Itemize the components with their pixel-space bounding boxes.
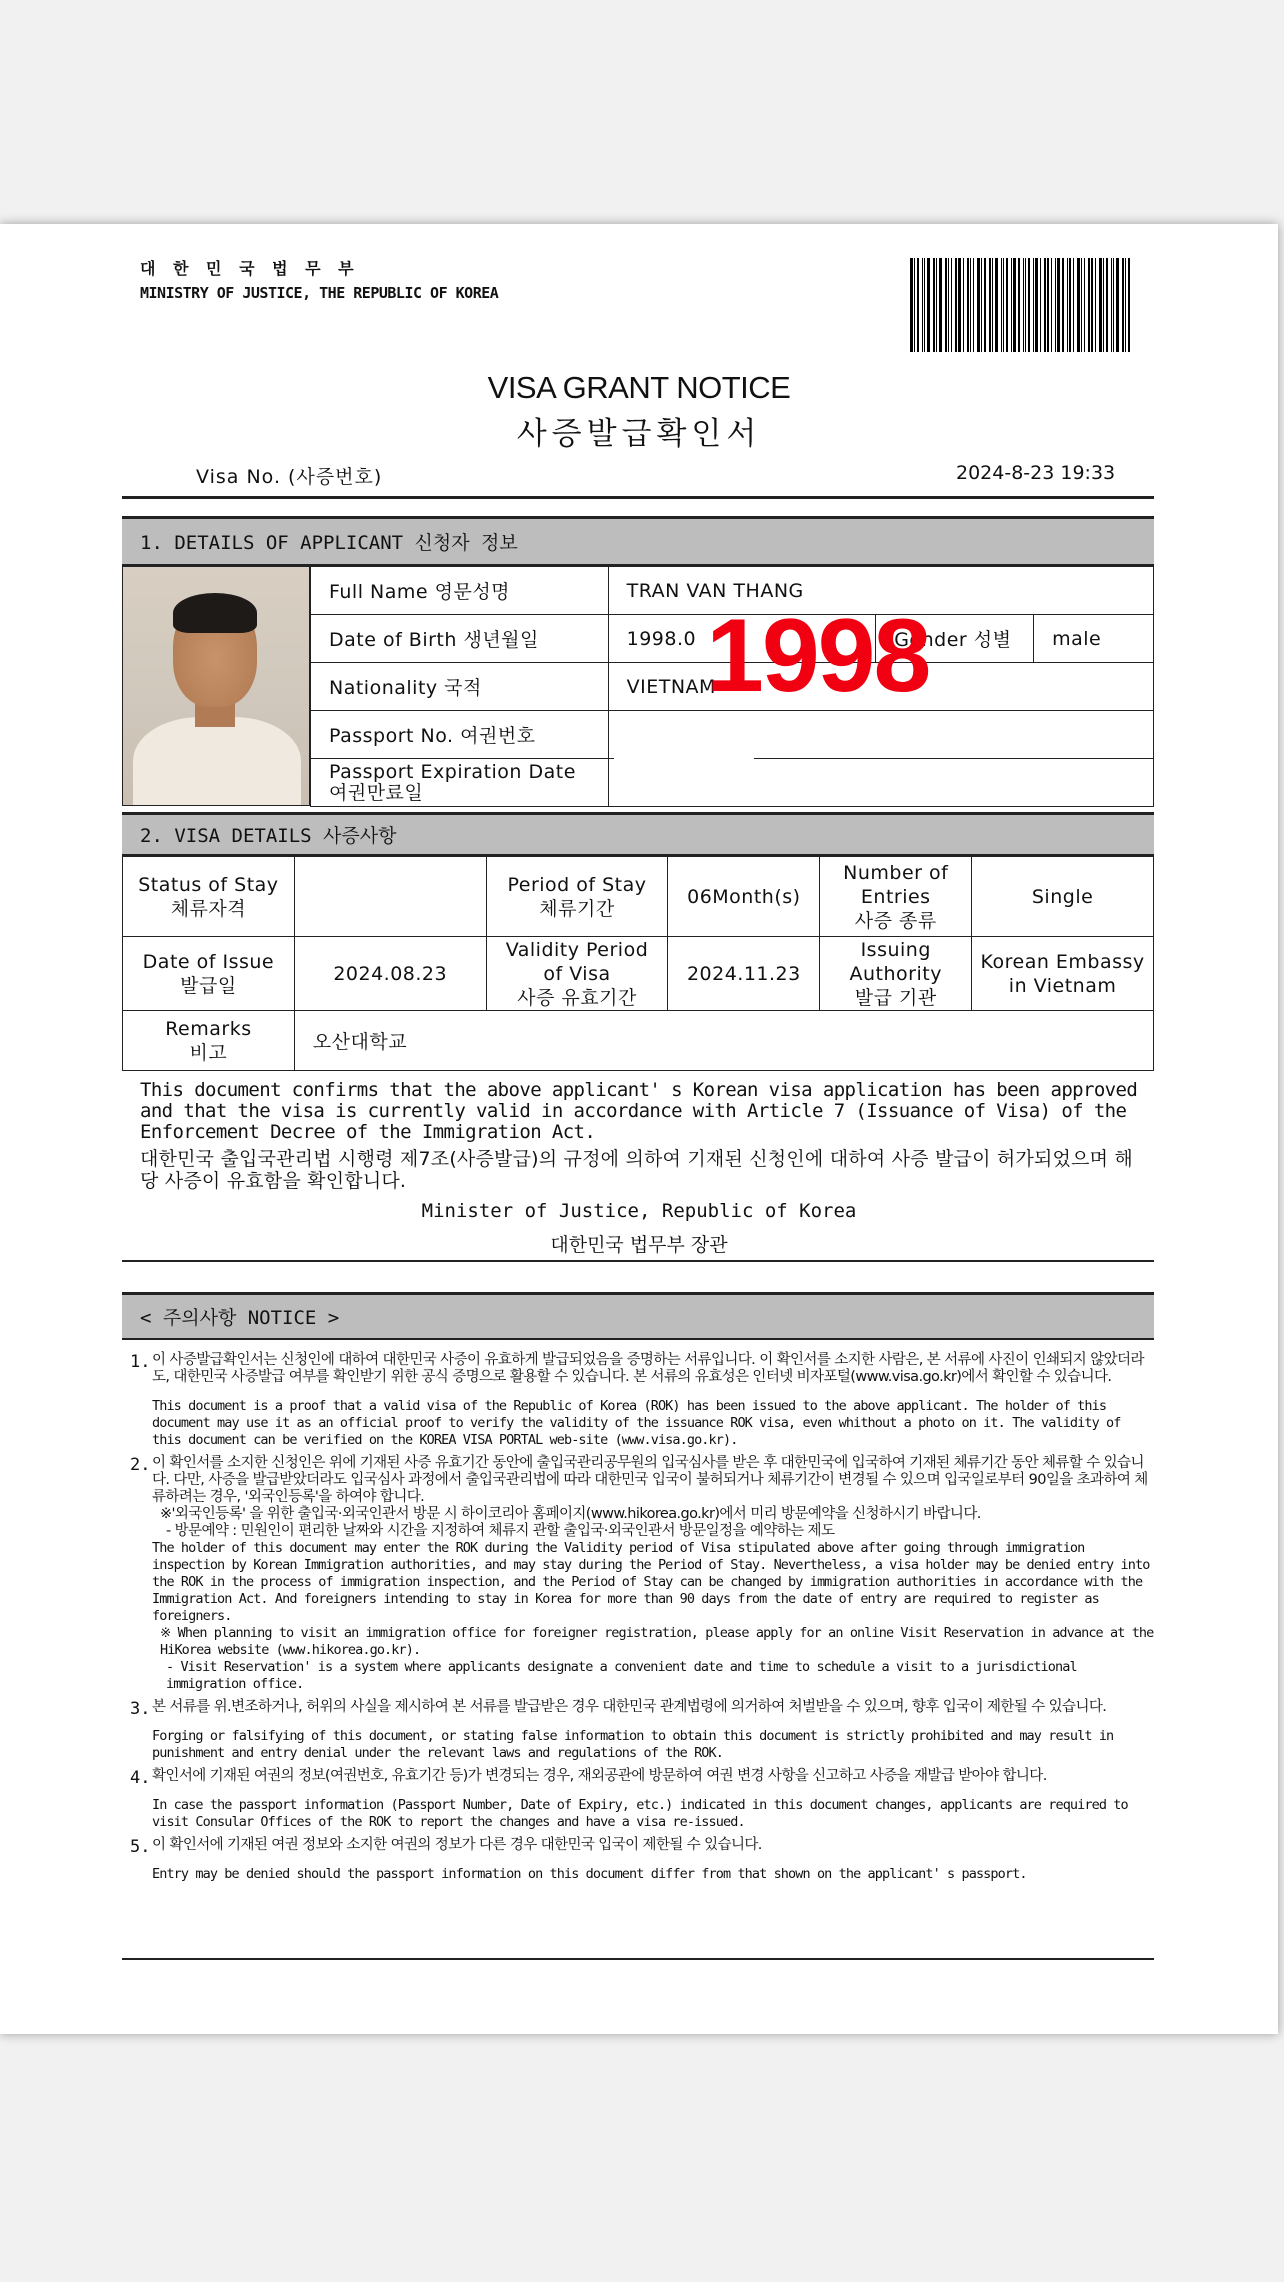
notice-text-ko: 이 사증발급확인서는 신청인에 대하여 대한민국 사증이 유효하게 발급되었음을 증명하는 서류입니다. 이 확인서를 소지한 사람은, 본 서류에 사진이 인쇄되지 않았더라도, 대한민국 사증발급 여부를 확인받기 위한 공식 증명으로 활용할 수 있습니다. 본 서류의 유효성은 인터넷 비자포털(www.visa.go.kr)에서 확인할 수 있습니다. xyxy=(152,1352,1144,1385)
full-name-label: Full Name 영문성명 xyxy=(311,567,609,615)
issued-datetime: 2024-8-23 19:33 xyxy=(956,462,1116,484)
document-title-en: VISA GRANT NOTICE xyxy=(487,370,791,405)
nationality-value: VIETNAM xyxy=(608,663,1153,711)
barcode-image xyxy=(910,258,1150,352)
applicant-photo xyxy=(122,566,310,806)
dob-label: Date of Birth 생년월일 xyxy=(311,615,609,663)
divider xyxy=(122,1260,1154,1262)
passport-exp-label-en: Passport Expiration Date xyxy=(329,760,576,783)
notice-number: 4. xyxy=(130,1768,151,1788)
notice-text-en: This document is a proof that a valid visa of the Republic of Korea (ROK) has been issued to the above applicant. The holder of this document may use it as an official proof to verify the validity of the issuance ROK visa, even whithout a photo on it. The validity of this document can be verified on the KOREA VISA PORTAL web-site (www.visa.go.kr). xyxy=(152,1398,1121,1448)
notice-text-ko: 이 확인서에 기재된 여권 정보와 소지한 여권의 정보가 다른 경우 대한민국 입국이 제한될 수 있습니다. xyxy=(152,1837,762,1853)
period-of-stay-value: 06Month(s) xyxy=(668,857,820,937)
authority-value: Korean Embassy in Vietnam xyxy=(972,937,1154,1011)
divider xyxy=(122,496,1154,499)
status-of-stay-label: Status of Stay 체류자격 xyxy=(123,857,295,937)
confirmation-text-en: This document confirms that the above applicant' s Korean visa application has been approved and that the visa is currently valid in accordance with Article 7 (Issuance of Visa) of the Enforcement Decree of the Immigration Act. xyxy=(140,1079,1138,1143)
divider xyxy=(122,1958,1154,1960)
notice-text-ko: 이 확인서를 소지한 신청인은 위에 기재된 사증 유효기간 동안에 출입국관리공무원의 입국심사를 받은 후 대한민국에 입국하여 기재된 체류기간 동안 체류할 수 있습니다. 다만, 사증을 발급받았더라도 입국심사 과정에서 출입국관리법에 따라 대한민국 입국이 불허되거나 체류기간이 변경될 수 있으며 입국일로부터 90일을 초과하여 체류하려는 경우, '외국인등록'을 하여야 합니다. xyxy=(152,1455,1148,1505)
section-notice-title: < 주의사항 NOTICE > xyxy=(122,1292,1154,1340)
passport-no-label: Passport No. 여권번호 xyxy=(311,711,609,759)
notice-item xyxy=(122,1352,1154,1449)
notice-text-ko: 본 서류를 위.변조하거나, 허위의 사실을 제시하여 본 서류를 발급받은 경우 대한민국 관계법령에 의거하여 처벌받을 수 있으며, 향후 입국이 제한될 수 있습니다. xyxy=(152,1699,1107,1715)
notice-subnote-ko: - 방문예약 : 민원인이 편리한 날짜와 시간을 지정하여 체류지 관할 출입국·외국인관서 방문일정을 예약하는 제도 xyxy=(166,1523,835,1539)
validity-label: Validity Period of Visa 사증 유효기간 xyxy=(486,937,668,1011)
visa-number-label: Visa No. (사증번호) xyxy=(196,466,383,488)
notice-text-en: The holder of this document may enter the ROK during the Validity period of Visa stipulated above after going through immigration inspection by Korean Immigration authorities, and may stay during the Period of Stay. Nevertheless, a visa holder may be denied entry into the ROK in the process of immigration inspection, and the Period of Stay can be changed by immigration authorities in accordance with the Immigration Act. And foreigners intending to stay in Korea for more than 90 days from the date of entry are required to register as foreigners. xyxy=(152,1540,1150,1624)
notice-item xyxy=(122,1768,1154,1831)
authority-label: Issuing Authority 발급 기관 xyxy=(820,937,972,1011)
notice-text-en: In case the passport information (Passport Number, Date of Expiry, etc.) indicated in this document changes, applicants are required to visit Consular Offices of the ROK to report the changes and have a visa re-issued. xyxy=(152,1797,1128,1830)
confirmation-text-ko: 대한민국 출입국관리법 시행령 제7조(사증발급)의 규정에 의하여 기재된 신청인에 대하여 사증 발급이 허가되었으며 해당 사증이 유효함을 확인합니다. xyxy=(140,1148,1133,1192)
status-of-stay-value xyxy=(294,857,486,937)
ministry-name-en: MINISTRY OF JUSTICE, THE REPUBLIC OF KOREA xyxy=(140,284,499,302)
notice-subnote-en: - Visit Reservation' is a system where applicants designate a convenient date and time to schedule a visit to a jurisdictional immigration office. xyxy=(166,1659,1077,1692)
remarks-label: Remarks 비고 xyxy=(123,1011,295,1071)
signer-en: Minister of Justice, Republic of Korea xyxy=(421,1200,857,1222)
validity-value: 2024.11.23 xyxy=(668,937,820,1011)
passport-exp-label-ko: 여권만료일 xyxy=(329,781,424,804)
notice-item xyxy=(122,1699,1154,1762)
notice-item xyxy=(122,1455,1154,1693)
notice-text-en: Forging or falsifying of this document, or stating false information to obtain this document is strictly prohibited and may result in punishment and entry denial under the relevant laws and regulations of the ROK. xyxy=(152,1728,1114,1761)
notice-subnote-en: ※ When planning to visit an immigration office for foreigner registration, please apply for an online Visit Reservation in advance at the HiKorea website (www.hikorea.go.kr). xyxy=(160,1625,1154,1658)
section-applicant-title: 1. DETAILS OF APPLICANT 신청자 정보 xyxy=(122,516,1154,566)
visa-grant-notice-document xyxy=(0,224,1278,2034)
ministry-name-ko: 대 한 민 국 법 무 부 xyxy=(140,259,360,278)
period-of-stay-label: Period of Stay 체류기간 xyxy=(486,857,668,937)
dob-value: 1998.0 xyxy=(608,615,876,663)
notice-number: 1. xyxy=(130,1352,151,1372)
entries-value: Single xyxy=(972,857,1154,937)
notice-text-ko: 확인서에 기재된 여권의 정보(여권번호, 유효기간 등)가 변경되는 경우, 재외공관에 방문하여 여권 변경 사항을 신고하고 사증을 재발급 받아야 합니다. xyxy=(152,1768,1047,1784)
notice-list xyxy=(122,1342,1154,1883)
notice-number: 3. xyxy=(130,1699,151,1719)
signer-ko: 대한민국 법무부 장관 xyxy=(550,1234,728,1256)
remarks-value: 오산대학교 xyxy=(294,1011,1153,1071)
redaction-mask xyxy=(614,734,754,800)
full-name-value: TRAN VAN THANG xyxy=(608,567,1153,615)
red-year-overlay: 1998 xyxy=(706,598,930,714)
notice-subnote-ko: ※'외국인등록' 을 위한 출입국·외국인관서 방문 시 하이코리아 홈페이지(www.hikorea.go.kr)에서 미리 방문예약을 신청하시기 바랍니다. xyxy=(160,1506,981,1522)
issue-date-label: Date of Issue 발급일 xyxy=(123,937,295,1011)
visa-details-table xyxy=(122,856,1154,1071)
document-title-ko: 사증발급확인서 xyxy=(516,416,762,452)
notice-number: 2. xyxy=(130,1455,151,1475)
gender-value: male xyxy=(1034,615,1154,663)
nationality-label: Nationality 국적 xyxy=(311,663,609,711)
notice-text-en: Entry may be denied should the passport information on this document differ from that shown on the applicant' s passport. xyxy=(152,1866,1027,1882)
gender-label: Gender 성별 xyxy=(876,615,1034,663)
issue-date-value: 2024.08.23 xyxy=(294,937,486,1011)
section-visa-title: 2. VISA DETAILS 사증사항 xyxy=(122,812,1154,856)
entries-label: Number of Entries 사증 종류 xyxy=(820,857,972,937)
notice-number: 5. xyxy=(130,1837,151,1857)
notice-item xyxy=(122,1837,1154,1883)
